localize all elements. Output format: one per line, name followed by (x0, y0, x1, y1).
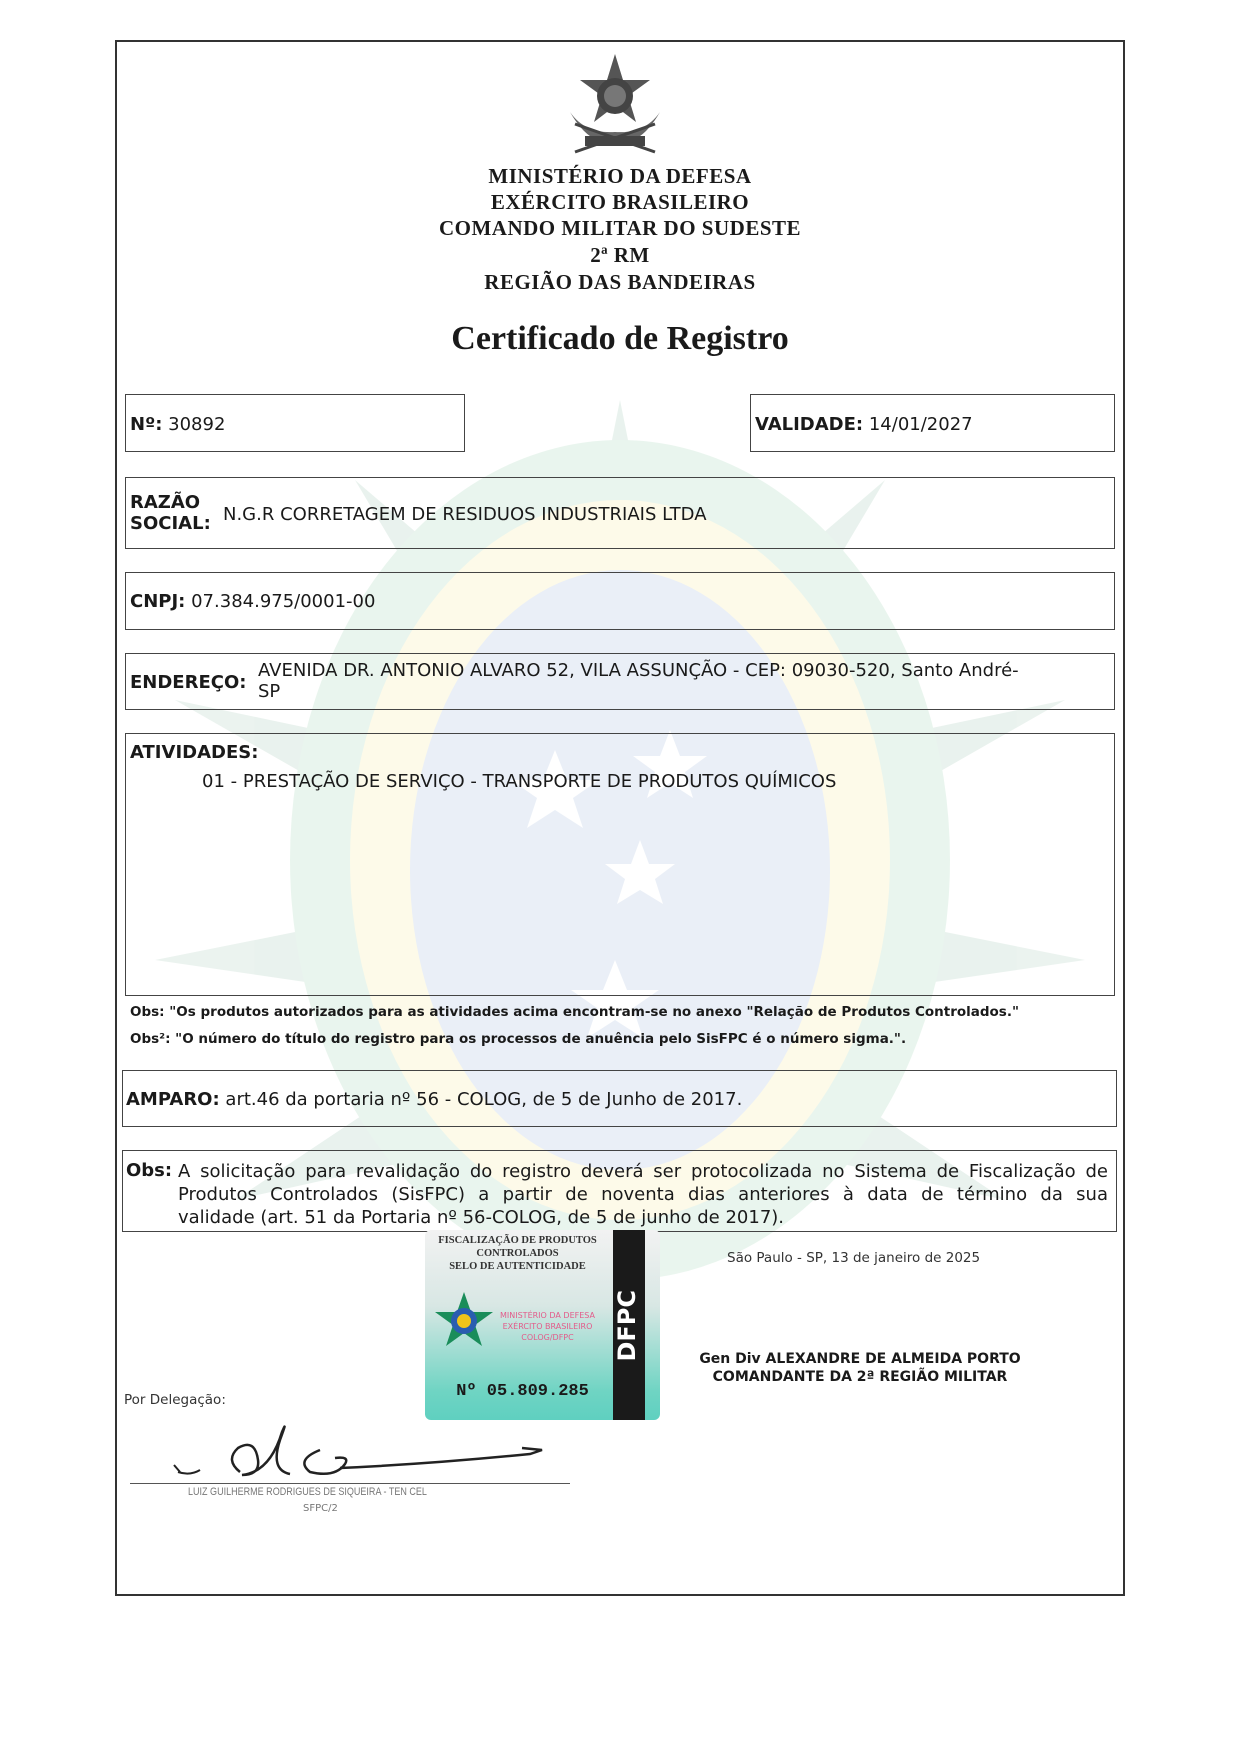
seal-inner-line-3: COLOG/DFPC (521, 1333, 574, 1342)
revalidation-note-line-1: A solicitação para revalidação do registro deverá ser protocolizada no Sistema de Fiscalização de (178, 1161, 1108, 1182)
signatory-name: Gen Div ALEXANDRE DE ALMEIDA PORTO (699, 1351, 1021, 1367)
seal-line-3: SELO DE AUTENTICIDADE (449, 1261, 586, 1272)
address-box (125, 653, 1115, 710)
header-line-rm: 2ª RM (590, 243, 650, 267)
legal-basis-value: art.46 da portaria nº 56 - COLOG, de 5 de Junho de 2017. (225, 1089, 743, 1110)
seal-number: Nº 05.809.285 (456, 1382, 589, 1401)
legal-basis-box (122, 1070, 1117, 1127)
delegation-label: Por Delegação: (124, 1392, 226, 1408)
address-value-line-1: AVENIDA DR. ANTONIO ALVARO 52, VILA ASSUNÇÃO - CEP: 09030-520, Santo André- (258, 660, 1019, 681)
officer-stamp-unit: SFPC/2 (303, 1503, 338, 1514)
validity-box (750, 394, 1115, 452)
cnpj-box (125, 572, 1115, 630)
signatory-title: COMANDANTE DA 2ª REGIÃO MILITAR (712, 1369, 1008, 1385)
company-name-label-2: SOCIAL: (130, 513, 211, 534)
registration-number-box (125, 394, 465, 452)
validity-label: VALIDADE: (755, 414, 864, 435)
seal-side-label: DFPC (613, 1290, 641, 1362)
obs-note-2: Obs²: "O número do título do registro para os processos de anuência pelo SisFPC é o número sigma.". (130, 1031, 907, 1047)
obs-note-1: Obs: "Os produtos autorizados para as atividades acima encontram-se no anexo "Relação de Produtos Controlados." (130, 1004, 1020, 1020)
registration-number-label: Nº: (130, 414, 163, 435)
validity-value: 14/01/2027 (868, 414, 973, 435)
registration-number-value: 30892 (168, 414, 226, 435)
cnpj-value: 07.384.975/0001-00 (191, 591, 376, 612)
place-and-date: São Paulo - SP, 13 de janeiro de 2025 (727, 1250, 981, 1266)
revalidation-note-label: Obs: (126, 1160, 173, 1181)
header-line-region: REGIÃO DAS BANDEIRAS (484, 270, 756, 294)
legal-basis-label: AMPARO: (126, 1089, 220, 1110)
address-label: ENDEREÇO: (130, 672, 247, 693)
revalidation-note-line-2: Produtos Controlados (SisFPC) a partir de noventa dias anteriores à data de término da sua (178, 1184, 1108, 1205)
header-line-ministry: MINISTÉRIO DA DEFESA (488, 164, 752, 188)
activity-item: 01 - PRESTAÇÃO DE SERVIÇO - TRANSPORTE DE PRODUTOS QUÍMICOS (202, 771, 837, 792)
company-name-label-1: RAZÃO (130, 492, 201, 513)
address-value-line-2: SP (258, 681, 281, 702)
signature-line (130, 1483, 570, 1484)
seal-line-1: FISCALIZAÇÃO DE PRODUTOS (438, 1235, 597, 1246)
page-title: Certificado de Registro (451, 320, 789, 357)
activities-box (125, 733, 1115, 996)
revalidation-note-line-3: validade (art. 51 da Portaria nº 56-COLOG, de 5 de junho de 2017). (178, 1207, 785, 1228)
handwritten-signature (170, 1420, 550, 1482)
seal-inner-line-2: EXÉRCITO BRASILEIRO (502, 1322, 593, 1331)
seal-inner-line-1: MINISTÉRIO DA DEFESA (500, 1311, 595, 1320)
officer-stamp-name: LUIZ GUILHERME RODRIGUES DE SIQUEIRA - TEN CEL (188, 1486, 427, 1498)
cnpj-label: CNPJ: (130, 591, 186, 612)
seal-line-2: CONTROLADOS (476, 1248, 559, 1259)
activities-label: ATIVIDADES: (130, 742, 259, 763)
header-line-command: COMANDO MILITAR DO SUDESTE (438, 216, 802, 240)
brazil-coat-of-arms-icon (560, 52, 670, 157)
company-name-value: N.G.R CORRETAGEM DE RESIDUOS INDUSTRIAIS LTDA (223, 504, 707, 525)
seal-coat-of-arms-icon (433, 1290, 495, 1352)
header-line-army: EXÉRCITO BRASILEIRO (490, 190, 750, 214)
authenticity-seal (425, 1230, 660, 1420)
company-name-box (125, 477, 1115, 549)
revalidation-note-box (122, 1150, 1117, 1232)
